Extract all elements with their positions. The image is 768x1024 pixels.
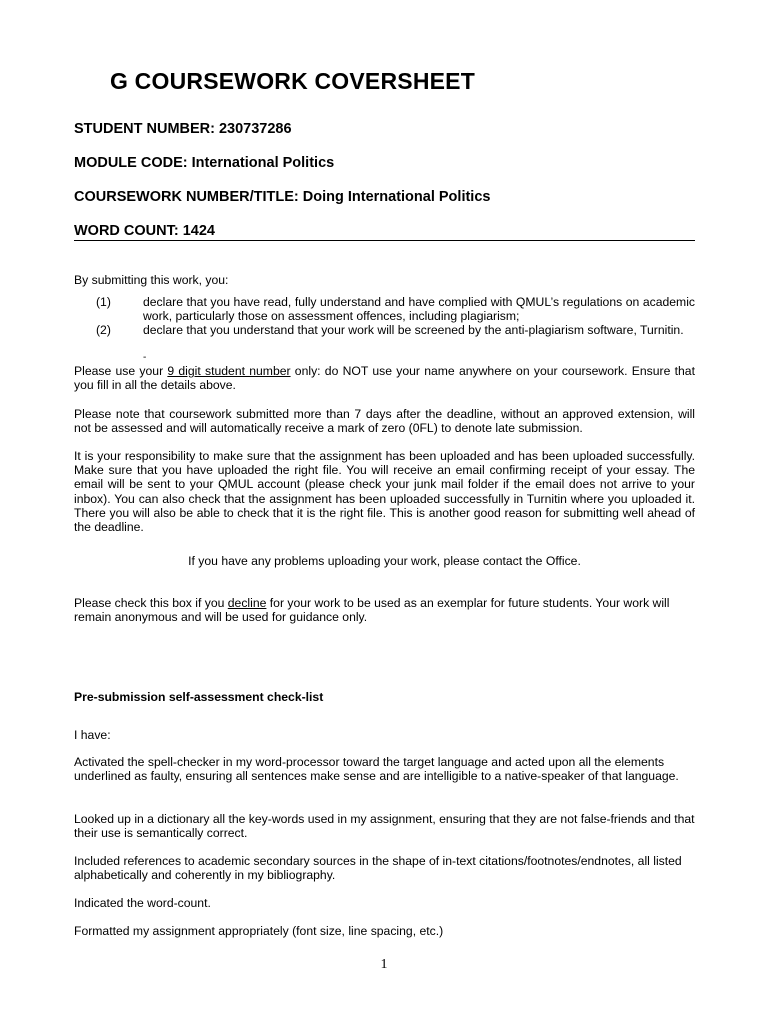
student-number-label: STUDENT NUMBER:: [74, 121, 215, 137]
checklist-heading: Pre-submission self-assessment check-list: [74, 690, 324, 704]
note-text: only: do NOT use your name anywhere on your coursework. Ensure that you fill in all the details above.: [74, 364, 695, 393]
responsibility-note: It is your responsibility to make sure that the assignment has been uploaded and has been uploaded successfully. Make sure that you have uploaded the right file. You will receive an email confirming receipt of your essay. The email will be sent to your QMUL account (please check your junk mail folder if the email does not arrive to your inbox). You can also check that the assignment has been uploaded successfully in Turnitin where you uploaded it. There you will also be able to check that it is the right file. This is another good reason for submitting well ahead of the deadline.: [74, 449, 695, 535]
word-count-label: WORD COUNT:: [74, 223, 179, 239]
declaration-text: declare that you have read, fully understand and have complied with QMUL’s regulations on academic work, particularly those on assessment offences, including plagiarism;: [143, 295, 695, 324]
checklist-item: Activated the spell-checker in my word-processor toward the target language and acted upon all the elements underlined as faulty, ensuring all sentences make sense and are intelligible to a native-speaker of that language.: [74, 755, 679, 784]
page-number: 1: [380, 957, 388, 972]
declaration-item: [74, 323, 695, 337]
module-code-value: International Politics: [191, 155, 335, 171]
checklist-item: Indicated the word-count.: [74, 896, 211, 910]
i-have-label: I have:: [74, 728, 111, 742]
note-emphasis: 9 digit student number: [167, 364, 291, 378]
note-text: Please use your: [74, 364, 168, 378]
module-code-label: MODULE CODE:: [74, 155, 188, 171]
checklist-item: Looked up in a dictionary all the key-words used in my assignment, ensuring that they are not false-friends and that their use is semantically correct.: [74, 812, 695, 841]
coursework-title-value: Doing International Politics: [302, 189, 491, 205]
header-divider: [74, 240, 695, 241]
coursework-title-field: [74, 189, 490, 205]
word-count-field: [74, 223, 215, 239]
exemplar-note: [74, 596, 695, 624]
student-number-field: [74, 121, 292, 137]
student-number-value: 230737286: [218, 121, 292, 137]
declaration-text: declare that you understand that your work will be screened by the anti-plagiarism software, Turnitin.: [143, 323, 684, 337]
late-submission-note: Please note that coursework submitted more than 7 days after the deadline, without an approved extension, will not be assessed and will automatically receive a mark of zero (0FL) to denote late submission.: [74, 407, 695, 436]
student-number-note: [74, 364, 695, 392]
checklist-item: Formatted my assignment appropriately (font size, line spacing, etc.): [74, 924, 444, 938]
declaration-number: (1): [96, 295, 111, 309]
note-text: Please check this box if you: [74, 596, 228, 610]
stray-dash: -: [143, 352, 147, 363]
note-text: for your work to be used as an exemplar for future students. Your work will remain anonymous and will be used for guidance only.: [74, 596, 670, 625]
word-count-value: 1424: [182, 223, 215, 239]
declaration-item: [74, 295, 695, 323]
intro-text: By submitting this work, you:: [74, 273, 229, 287]
note-emphasis: decline: [227, 596, 267, 610]
contact-note: If you have any problems uploading your work, please contact the Office.: [188, 554, 581, 568]
module-code-field: [74, 155, 334, 171]
declaration-number: (2): [96, 323, 111, 337]
coursework-title-label: COURSEWORK NUMBER/TITLE:: [74, 189, 299, 205]
page-title: G COURSEWORK COVERSHEET: [110, 68, 475, 94]
checklist-item: Included references to academic secondary sources in the shape of in-text citations/footnotes/endnotes, all listed alphabetically and coherently in my bibliography.: [74, 854, 682, 883]
